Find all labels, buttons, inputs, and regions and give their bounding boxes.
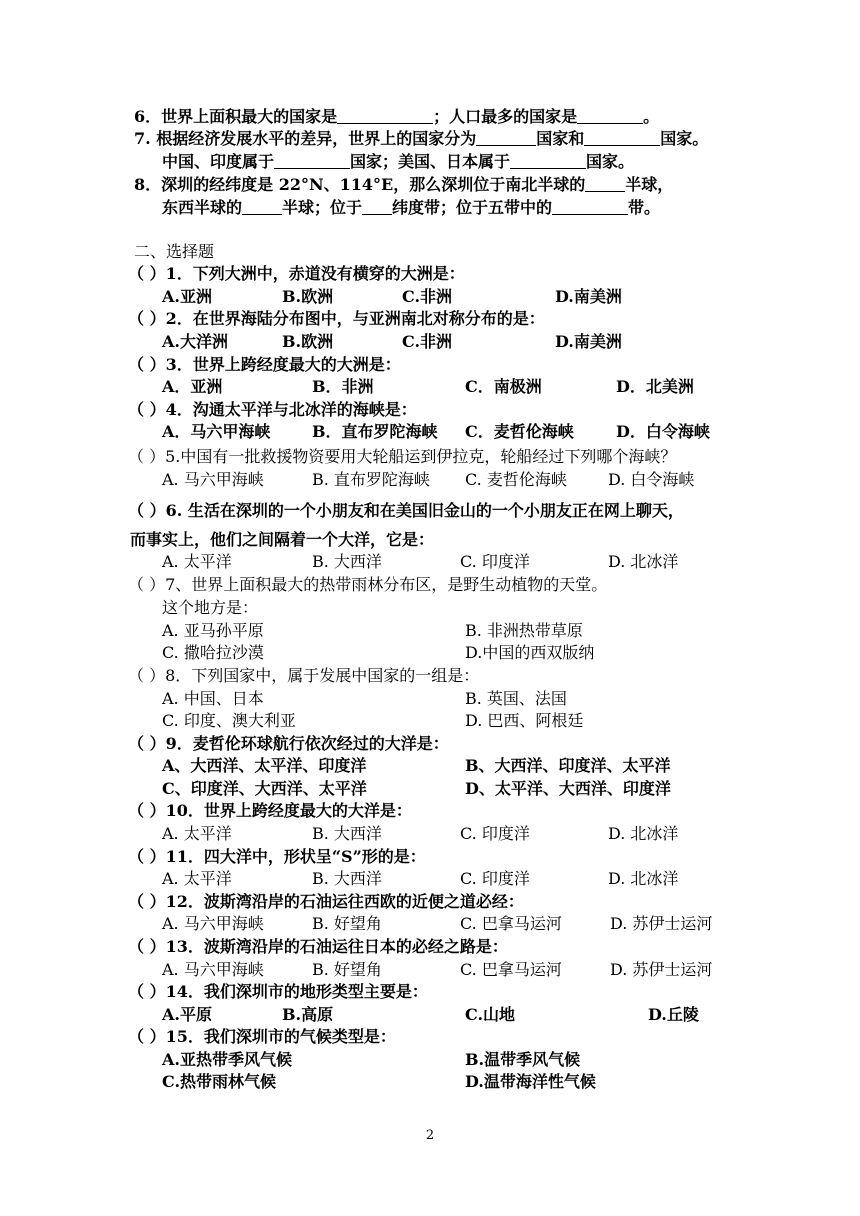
question-6-stem: （ ）6. 生活在深圳的一个小朋友和在美国旧金山的一个小朋友正在网上聊天，: [128, 501, 684, 520]
option-c: C. 撒哈拉沙漠: [162, 643, 264, 662]
option-d: D.丘陵: [648, 1005, 699, 1024]
option-d: D.南美洲: [555, 332, 622, 351]
question-14-stem: （ ）14．我们深圳市的地形类型主要是：: [128, 982, 428, 1001]
option-b: B. 大西洋: [312, 824, 382, 843]
option-a: A.亚热带季风气候: [162, 1050, 292, 1069]
option-b: B. 好望角: [312, 960, 382, 979]
option-a: A. 太平洋: [162, 552, 232, 571]
question-7-stem-line-2: 这个地方是：: [162, 598, 259, 617]
section-title: 二、选择题: [134, 242, 215, 261]
page-number: 2: [425, 1128, 435, 1143]
question-2-stem: （ ）2．在世界海陆分布图中，与亚洲南北对称分布的是：: [128, 309, 545, 328]
question-1-stem: （ ）1．下列大洲中，赤道没有横穿的大洲是：: [128, 264, 465, 283]
question-9-stem: （ ）9．麦哲伦环球航行依次经过的大洋是：: [128, 734, 449, 753]
option-d: D．北美洲: [616, 377, 694, 396]
option-b: B. 直布罗陀海峡: [312, 470, 430, 489]
option-b: B. 大西洋: [312, 869, 382, 888]
question-8-stem: （ ）8．下列国家中，属于发展中国家的一组是：: [128, 666, 480, 685]
option-c: C．麦哲伦海峡: [465, 422, 574, 441]
option-d: D. 北冰洋: [608, 869, 679, 888]
option-c: C. 印度洋: [460, 552, 530, 571]
option-c: C．南极洲: [465, 377, 542, 396]
option-b: B.欧洲: [282, 332, 334, 351]
option-a: A. 马六甲海峡: [162, 914, 264, 933]
option-a: A.亚洲: [162, 287, 212, 306]
question-11-stem: （ ）11．四大洋中，形状呈“S”形的是：: [128, 847, 426, 866]
question-7: 7. 根据经济发展水平的差异，世界上的国家分为 国家和 国家。: [134, 129, 709, 148]
option-a: A. 马六甲海峡: [162, 960, 264, 979]
option-d: D. 苏伊士运河: [610, 914, 713, 933]
option-c: C.非洲: [402, 332, 453, 351]
option-b: B．非洲: [312, 377, 374, 396]
option-c: C. 巴拿马运河: [460, 914, 562, 933]
blank: [510, 152, 586, 169]
option-c: C.山地: [465, 1005, 516, 1024]
blank: [242, 198, 282, 215]
option-d: D．白令海峡: [616, 422, 710, 441]
option-a: A. 太平洋: [162, 869, 232, 888]
option-c: C、印度洋、大西洋、太平洋: [162, 779, 367, 798]
option-c: C. 印度、澳大利亚: [162, 711, 296, 730]
question-12-stem: （ ）12．波斯湾沿岸的石油运往西欧的近便之道必经：: [128, 892, 524, 911]
question-8-line-2: 东西半球的 半球；位于 纬度带；位于五带中的 带。: [162, 198, 661, 217]
blank: [577, 107, 643, 124]
option-b: B.温带季风气候: [465, 1050, 581, 1069]
option-a: A. 太平洋: [162, 824, 232, 843]
blank: [337, 107, 433, 124]
option-b: B. 好望角: [312, 914, 382, 933]
blank: [552, 198, 628, 215]
option-d: D. 巴西、阿根廷: [465, 711, 584, 730]
option-b: B.高原: [282, 1005, 334, 1024]
question-8: 8．深圳的经纬度是 22°N、114°E，那么深圳位于南北半球的 半球，: [134, 175, 674, 194]
option-a: A.平原: [162, 1005, 212, 1024]
option-c: C.热带雨林气候: [162, 1072, 277, 1091]
option-c: C. 印度洋: [460, 824, 530, 843]
option-b: B. 英国、法国: [465, 689, 567, 708]
question-6: 6．世界上面积最大的国家是 ；人口最多的国家是 。: [134, 107, 660, 126]
blank: [585, 175, 625, 192]
question-4-stem: （ ）4．沟通太平洋与北冰洋的海峡是：: [128, 400, 417, 419]
option-c: C.非洲: [402, 287, 453, 306]
option-d: D.中国的西双版纳: [465, 643, 595, 662]
option-a: A．马六甲海峡: [162, 422, 271, 441]
option-d: D.南美洲: [555, 287, 622, 306]
option-a: A、大西洋、太平洋、印度洋: [162, 756, 367, 775]
question-3-stem: （ ）3．世界上跨经度最大的大洲是：: [128, 355, 401, 374]
option-d: D.温带海洋性气候: [465, 1072, 596, 1091]
blank: [476, 129, 536, 146]
option-d: D. 北冰洋: [608, 824, 679, 843]
question-7-stem: （ ）7、世界上面积最大的热带雨林分布区，是野生动植物的天堂。: [128, 575, 608, 594]
option-d: D. 苏伊士运河: [610, 960, 713, 979]
blank: [584, 129, 660, 146]
question-13-stem: （ ）13．波斯湾沿岸的石油运往日本的必经之路是：: [128, 937, 508, 956]
option-a: A. 中国、日本: [162, 689, 264, 708]
option-b: B．直布罗陀海峡: [312, 422, 438, 441]
question-7-line-2: 中国、印度属于 国家；美国、日本属于 国家。: [162, 152, 635, 171]
option-a: A．亚洲: [162, 377, 223, 396]
option-d: D、太平洋、大西洋、印度洋: [465, 779, 671, 798]
blank: [362, 198, 392, 215]
option-b: B、大西洋、印度洋、太平洋: [465, 756, 671, 775]
option-c: C. 印度洋: [460, 869, 530, 888]
option-b: B. 非洲热带草原: [465, 621, 583, 640]
blank: [274, 152, 350, 169]
option-c: C. 巴拿马运河: [460, 960, 562, 979]
option-d: D. 白令海峡: [608, 470, 695, 489]
option-a: A. 马六甲海峡: [162, 470, 264, 489]
option-d: D. 北冰洋: [608, 552, 679, 571]
option-a: A. 亚马孙平原: [162, 621, 264, 640]
question-15-stem: （ ）15．我们深圳市的气候类型是：: [128, 1027, 396, 1046]
option-b: B.欧洲: [282, 287, 334, 306]
question-5-stem: （ ）5.中国有一批救援物资要用大轮船运到伊拉克，轮船经过下列哪个海峡？: [128, 447, 677, 466]
option-a: A.大洋洲: [162, 332, 228, 351]
option-b: B. 大西洋: [312, 552, 382, 571]
question-6-stem-line-2: 而事实上，他们之间隔着一个大洋，它是：: [130, 530, 435, 549]
question-10-stem: （ ）10．世界上跨经度最大的大洋是：: [128, 801, 412, 820]
option-c: C. 麦哲伦海峡: [465, 470, 567, 489]
